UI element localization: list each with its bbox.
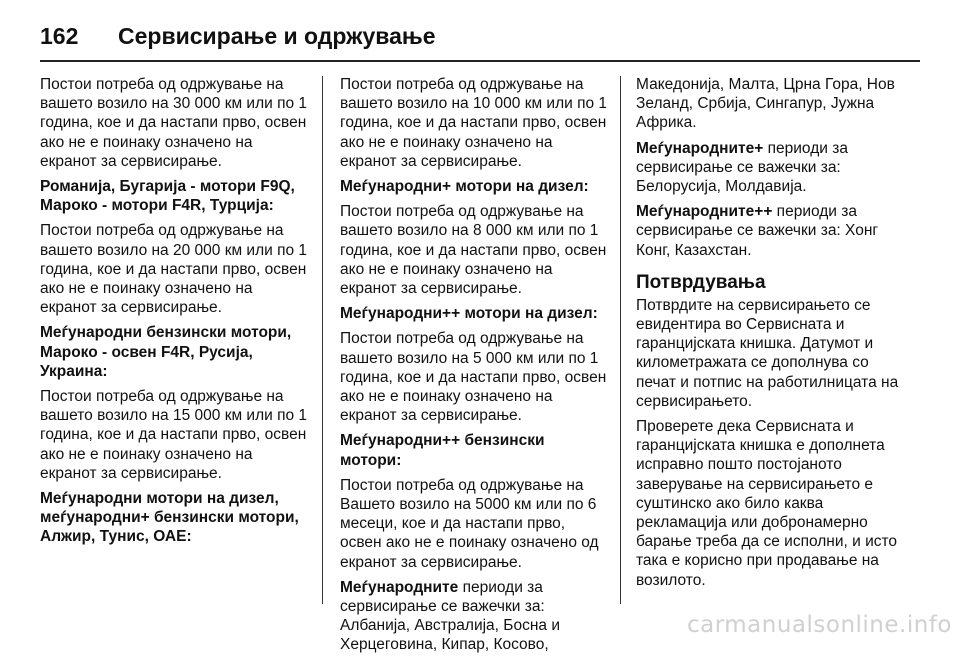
paragraph: Постои потреба од одржување на вашето возило на 5 000 км или по 1 година, кое и да настапи прво, освен ако не е поинаку означено на екранот за сервисирање. — [340, 330, 607, 425]
paragraph: Постои потреба од одржување на вашето возило на 10 000 км или по 1 година, кое и да настапи прво, освен ако не е поинаку означено на екранот за сервисирање. — [340, 76, 608, 170]
subheading: Меѓународни+ мотори на дизел: — [340, 178, 589, 196]
paragraph — [636, 202, 906, 260]
paragraph-text: периоди за сервисирање се важечки за: Албанија, Австралија, Босна и Херцеговина, Кипар, Косово, — [340, 578, 560, 654]
page-header — [40, 16, 920, 56]
bold-term: Меѓународните++ — [636, 203, 773, 221]
paragraph — [636, 139, 906, 197]
subheading: Меѓународни++ мотори на дизел: — [340, 305, 598, 323]
paragraph: Проверете дека Сервисната и гаранцијската книшка е дополнета исправно пошто постојаното заверување на сервисирањето е суштинско ако било каква рекламација или добронамерно барање треба да се исполни, и исто така е корисно при продавање на возилото. — [636, 418, 898, 589]
column-3 — [636, 75, 906, 596]
paragraph: Постои потреба од одржување на вашето возило на 15 000 км или по 1 година, кое и да настапи прво, освен ако не е поинаку означено на екранот за сервисирање. — [40, 388, 308, 482]
paragraph: Постои потреба од одржување на вашето возило на 30 000 км или по 1 година, кое и да настапи прво, освен ако не е поинаку означено на екранот за сервисирање. — [40, 76, 308, 170]
section-title: Потврдувања — [636, 271, 766, 293]
subheading: Меѓународни бензински мотори, Мароко - освен F4R, Русија, Украина: — [40, 324, 292, 380]
watermark: carmanualsonline.info — [686, 612, 952, 638]
bold-term: Меѓународните+ — [636, 139, 764, 157]
paragraph: Потврдите на сервисирањето се евидентира во Сервисната и гаранцијската книшка. Датумот и километражата се дополнува со печат и потпис на работилницата на сервисирањето. — [636, 296, 899, 410]
bold-term: Меѓународните — [340, 578, 459, 596]
column-divider — [620, 76, 621, 604]
header-rule — [40, 60, 920, 62]
paragraph: Македонија, Малта, Црна Гора, Нов Зеланд, Србија, Сингапур, Јужна Африка. — [636, 76, 895, 132]
subheading: Романија, Бугарија - мотори F9Q, Мароко - мотори F4R, Турција: — [40, 178, 295, 215]
column-1 — [40, 75, 312, 553]
paragraph: Постои потреба од одржување на Вашето возило на 5000 км или по 6 месеци, кое и да настапи прво, освен ако не е поинаку означено од екранот за сервисирање. — [340, 476, 599, 571]
column-2 — [340, 75, 608, 661]
page-number: 162 — [40, 22, 79, 49]
subheading: Меѓународни++ бензински мотори: — [340, 432, 545, 469]
paragraph: Постои потреба од одржување на вашето возило на 20 000 км или по 1 година, кое и да настапи прво, освен ако не е поинаку означено на екранот за сервисирање. — [40, 222, 308, 317]
paragraph — [340, 578, 608, 655]
page-title: Сервисирање и одржување — [118, 22, 436, 49]
paragraph-text: периоди за сервисирање се важечки за: Хонг Конг, Казахстан. — [636, 203, 879, 259]
paragraph: Постои потреба од одржување на вашето возило на 8 000 км или по 1 година, кое и да настапи прво, освен ако не е поинаку означено на екранот за сервисирање. — [340, 203, 607, 298]
paragraph-text: периоди за сервисирање се важечки за: Белорусија, Молдавија. — [636, 139, 848, 196]
subheading: Меѓународни мотори на дизел, меѓународни+ бензински мотори, Алжир, Тунис, ОАЕ: — [40, 490, 299, 546]
column-divider — [322, 76, 323, 604]
